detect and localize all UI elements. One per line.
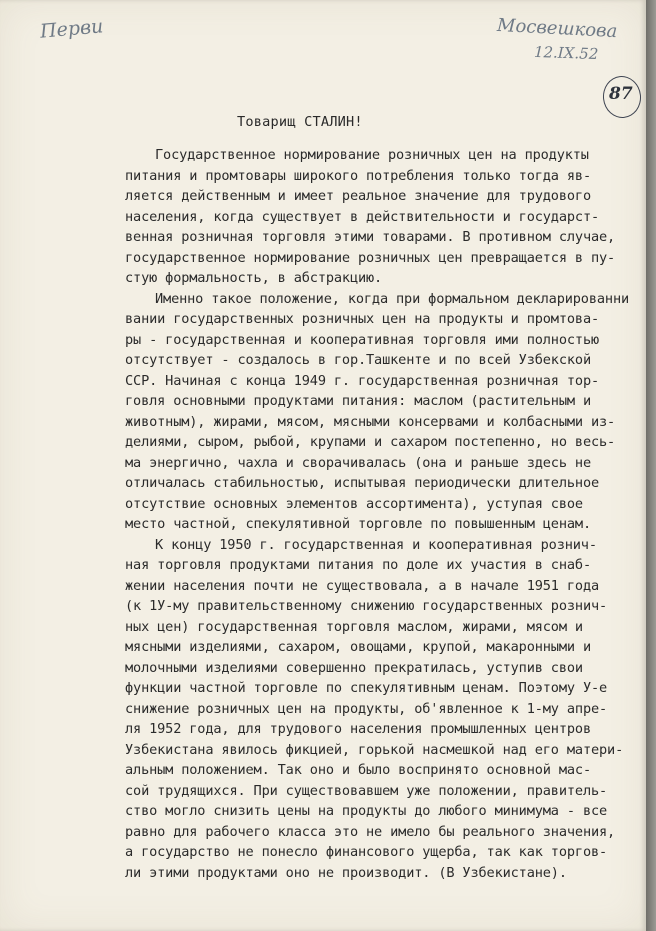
text-line: ных цен) государственная торговля маслом, жирами, мясом и bbox=[125, 618, 583, 635]
text-line: венная розничная торговля этими товарами. В противном случае, bbox=[125, 229, 616, 245]
page-number: 87 bbox=[609, 84, 633, 104]
text-line: ма энергично, чахла и сворачивалась (она и раньше здесь не bbox=[125, 454, 591, 471]
text-line: ство могло снизить цены на продукты до любого минимума - все bbox=[125, 803, 608, 819]
text-line: место частной, спекулятивной торговле по повышенным ценам. bbox=[125, 516, 591, 532]
text-line: делиями, сыром, рыбой, крупами и сахаром постепенно, но весь- bbox=[125, 434, 616, 450]
scan-edge bbox=[646, 0, 656, 931]
salutation: Товарищ СТАЛИН! bbox=[237, 114, 363, 130]
text-line: а государство не понесло финансового ущерба, так как торгов- bbox=[125, 844, 608, 860]
handwritten-signature: Мосвешкова bbox=[496, 14, 618, 43]
letter-body bbox=[125, 145, 645, 883]
text-line: ная торговля продуктами питания по доле их участия в снаб- bbox=[125, 557, 591, 573]
text-line: говля основными продуктами питания: маслом (растительным и bbox=[125, 393, 591, 409]
text-line: альным положением. Так оно и было воспринято основной мас- bbox=[125, 762, 591, 778]
text-line: ли этими продуктами оно не производит. (В Узбекистане). bbox=[125, 864, 567, 881]
text-line: функции частной торговле по спекулятивным ценам. Поэтому У-е bbox=[125, 680, 608, 696]
handwritten-date: 12.IX.52 bbox=[533, 42, 599, 64]
text-line: вании государственных розничных цен на продукты и промтова- bbox=[125, 311, 600, 327]
text-line: жении населения почти не существовала, а в начале 1951 года bbox=[125, 577, 600, 594]
text-line: молочными изделиями совершенно прекратилась, уступив свои bbox=[125, 659, 583, 676]
text-line: снижение розничных цен на продукты, об'явленное к 1-му апре- bbox=[125, 700, 608, 717]
text-line: населения, когда существует в действительности и государст- bbox=[125, 208, 600, 225]
text-line: ССР. Начиная с конца 1949 г. государственная розничная тор- bbox=[125, 372, 600, 389]
text-line: ляется действенным и имеет реальное значение для трудового bbox=[125, 188, 591, 204]
text-line: отсутствует - создалось в гор.Ташкенте и по всей Узбекской bbox=[125, 352, 591, 368]
text-line: ры - государственная и кооперативная торговля ими полностью bbox=[125, 331, 600, 348]
text-line: отличалась стабильностью, испытывая периодически длительное bbox=[125, 475, 600, 491]
text-line: стую формальность, в абстракцию. bbox=[125, 270, 383, 286]
text-line: Государственное нормирование розничных цен на продукты bbox=[155, 147, 589, 163]
text-line: равно для рабочего класса это не имело бы реального значения, bbox=[125, 823, 616, 840]
text-line: сой трудящихся. При существовавшем уже положении, правитель- bbox=[125, 782, 608, 799]
text-line: государственное нормирование розничных цен превращается в пу- bbox=[125, 249, 616, 266]
text-line: К концу 1950 г. государственная и кооперативная рознич- bbox=[155, 536, 597, 553]
text-line: ля 1952 года, для трудового населения промышленных центров bbox=[125, 721, 591, 737]
text-line: Именно такое положение, когда при формальном декларированни bbox=[155, 290, 630, 307]
text-line: отсутствие основных элементов ассортимента), уступая свое bbox=[125, 495, 583, 512]
text-line: питания и промтовары широкого потребления только тогда яв- bbox=[125, 167, 591, 184]
text-line: (к 1У-му правительственному снижению государственных рознич- bbox=[125, 598, 608, 614]
text-line: мясными изделиями, сахаром, овощами, крупой, макаронными и bbox=[125, 639, 591, 655]
text-line: животным), жирами, мясом, мясными консервами и колбасными из- bbox=[125, 413, 616, 430]
handwritten-note-left: Перви bbox=[39, 15, 105, 43]
text-line: Узбекистана явилось фикцией, горькой насмешкой над его матери- bbox=[125, 741, 624, 758]
